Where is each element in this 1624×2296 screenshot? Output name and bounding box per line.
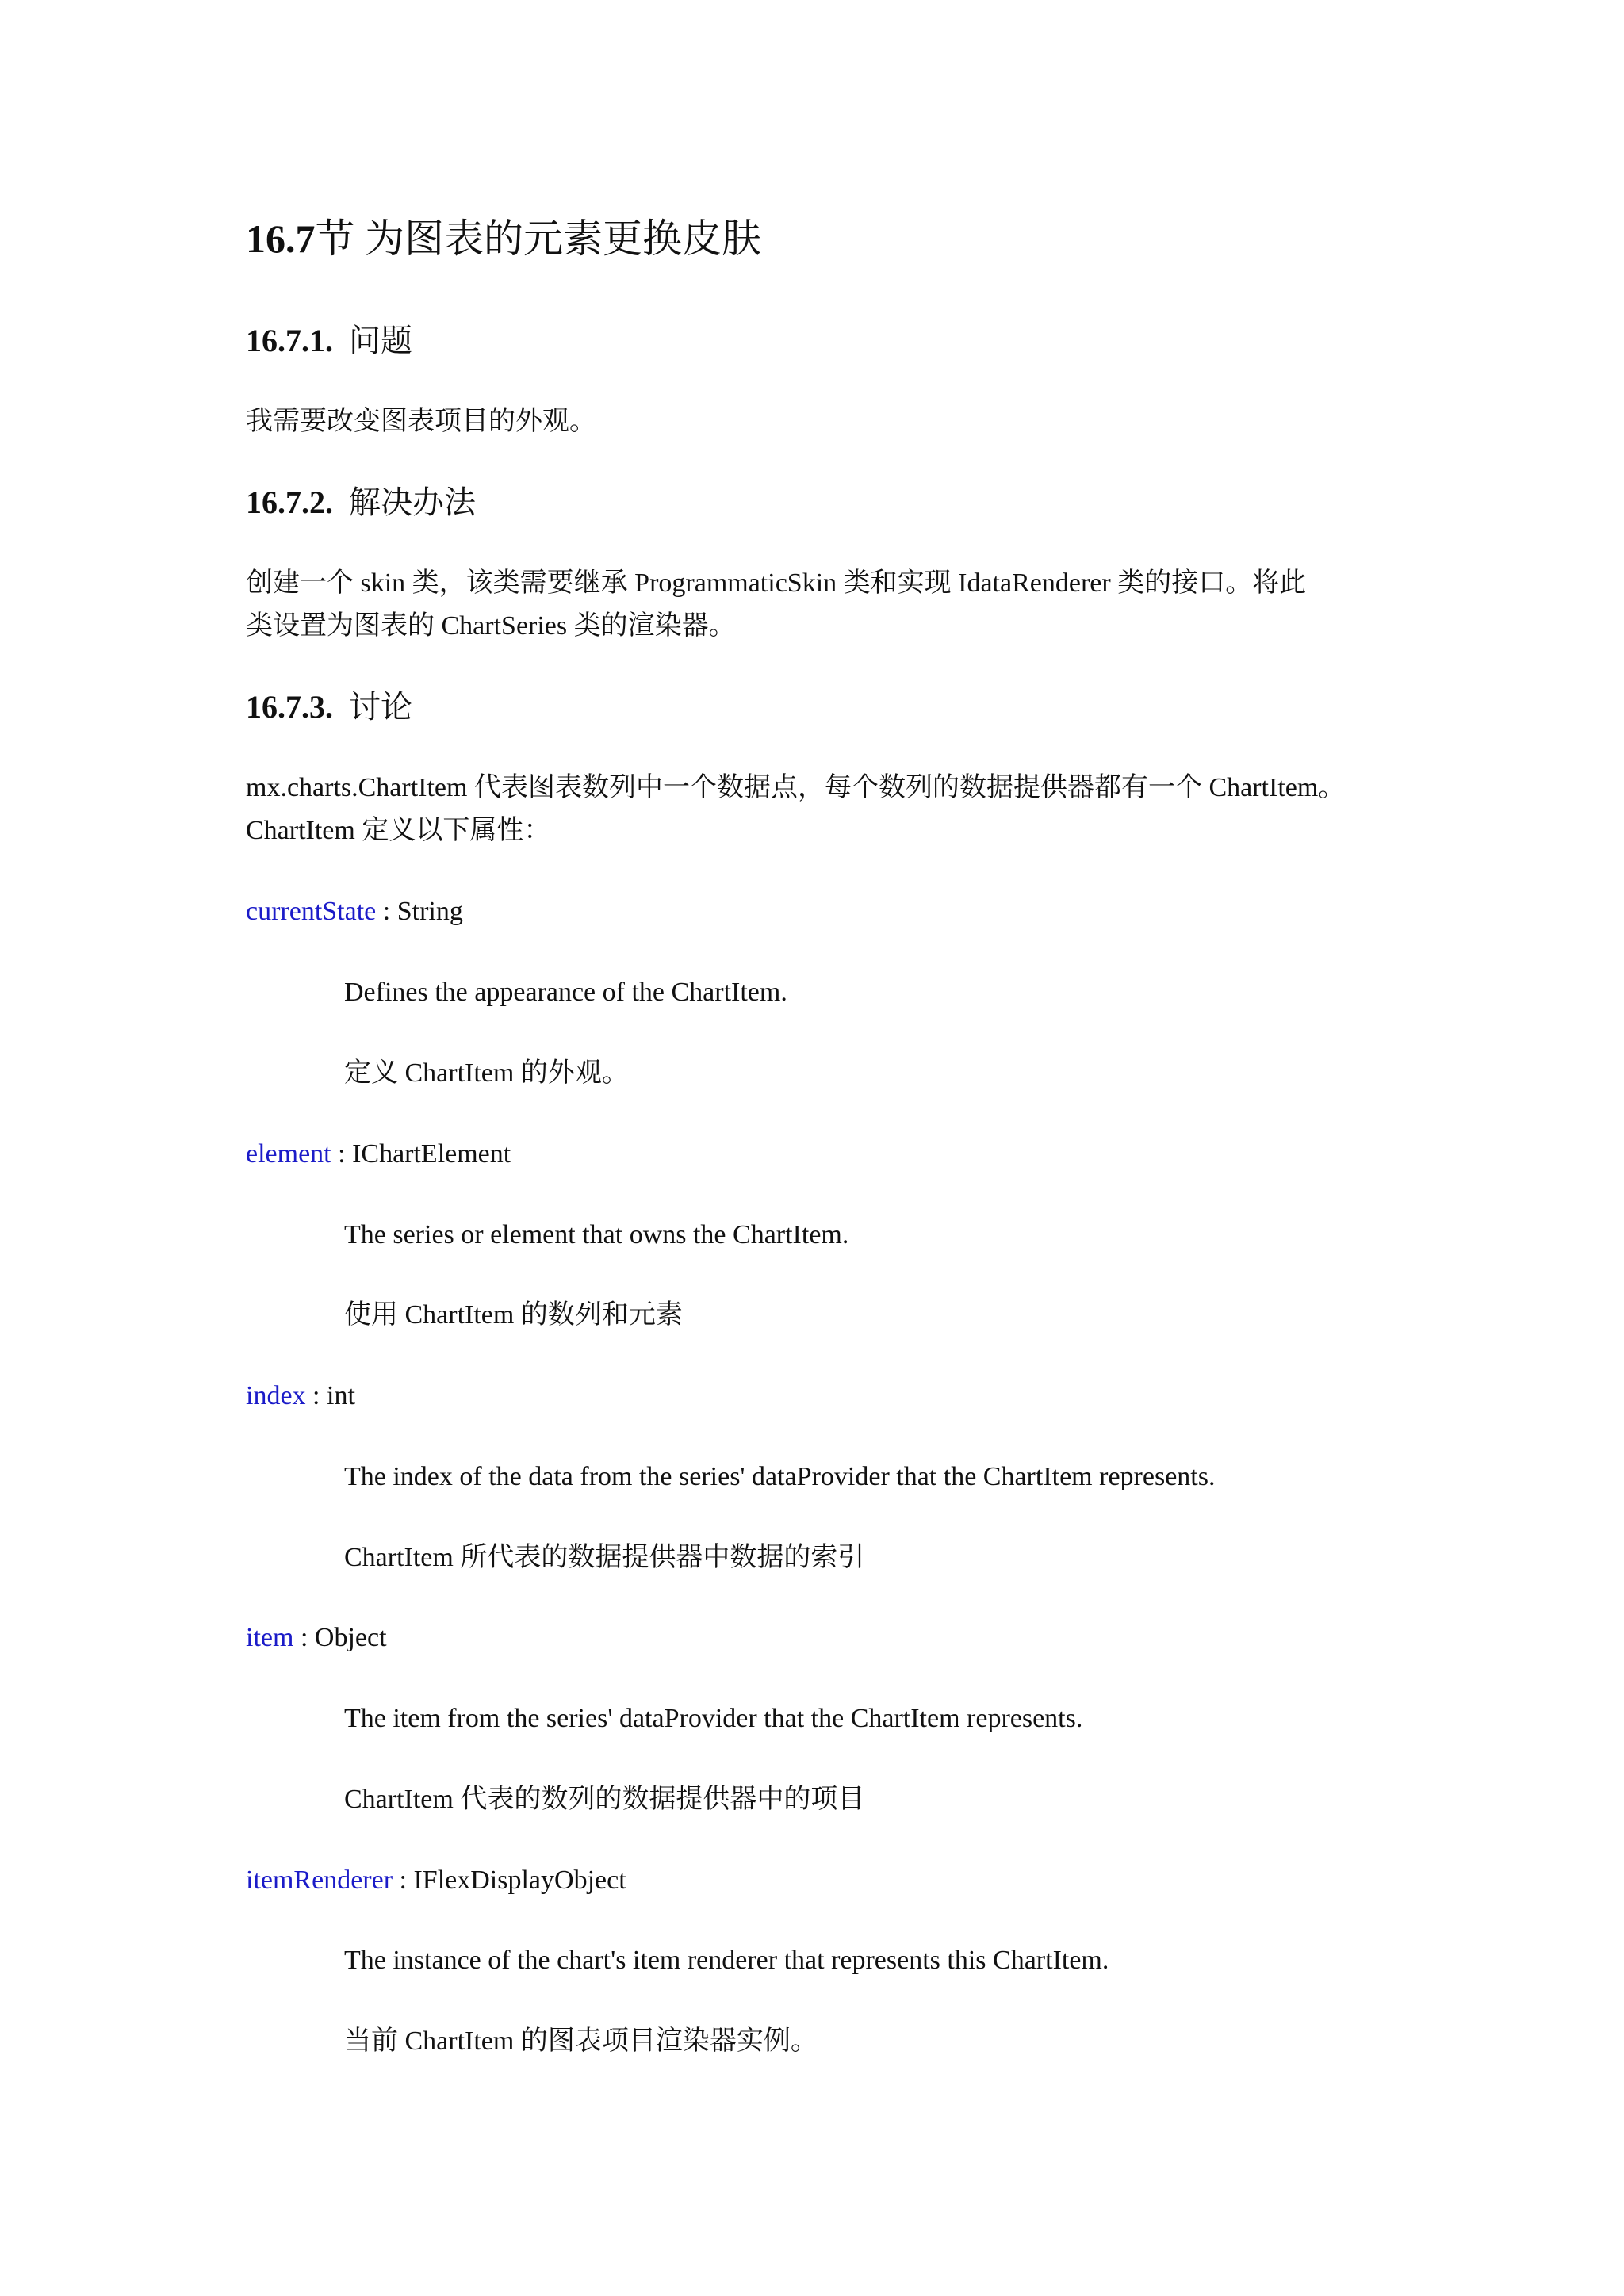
property-desc-zh: 使用 ChartItem 的数列和元素 xyxy=(344,1300,683,1330)
property-desc-zh: ChartItem 所代表的数据提供器中数据的索引 xyxy=(344,1543,865,1572)
property-item-renderer xyxy=(246,1861,626,1900)
property-type: : IChartElement xyxy=(331,1139,511,1169)
subsection-number: 16.7.1. xyxy=(246,323,333,358)
property-name: element xyxy=(246,1139,331,1169)
property-desc-zh: ChartItem 代表的数列的数据提供器中的项目 xyxy=(344,1785,865,1814)
property-item xyxy=(246,1618,387,1658)
subsection-number: 16.7.3. xyxy=(246,689,333,725)
property-type: : IFlexDisplayObject xyxy=(393,1866,626,1895)
problem-text: 我需要改变图表项目的外观。 xyxy=(246,407,596,436)
property-desc-en: Defines the appearance of the ChartItem. xyxy=(344,978,787,1007)
property-name: currentState xyxy=(246,897,377,926)
property-name: itemRenderer xyxy=(246,1866,393,1895)
discussion-line-1: mx.charts.ChartItem 代表图表数列中一个数据点，每个数列的数据提供器都有一个 ChartItem。 xyxy=(246,773,1346,802)
property-type: : int xyxy=(305,1381,355,1410)
property-desc-en: The series or element that owns the ChartItem. xyxy=(344,1220,849,1249)
subsection-title: 讨论 xyxy=(349,689,412,725)
property-desc-zh: 定义 ChartItem 的外观。 xyxy=(344,1058,629,1088)
property-desc-zh: 当前 ChartItem 的图表项目渲染器实例。 xyxy=(344,2026,818,2056)
solution-line-1: 创建一个 skin 类，该类需要继承 ProgrammaticSkin 类和实现 IdataRenderer 类的接口。将此 xyxy=(246,568,1307,598)
subsection-title: 解决办法 xyxy=(349,484,476,520)
subsection-title: 问题 xyxy=(349,323,412,358)
subsection-heading-solution xyxy=(246,480,476,525)
property-type: : String xyxy=(376,897,463,926)
property-type: : Object xyxy=(293,1623,387,1652)
subsection-number: 16.7.2. xyxy=(246,484,333,520)
solution-line-2: 类设置为图表的 ChartSeries 类的渲染器。 xyxy=(246,611,736,641)
property-desc-en: The instance of the chart's item renderer that represents this ChartItem. xyxy=(344,1946,1109,1975)
subsection-heading-discussion xyxy=(246,685,412,729)
discussion-line-2: ChartItem 定义以下属性： xyxy=(246,816,551,845)
property-name: index xyxy=(246,1381,306,1410)
property-desc-en: The item from the series' dataProvider that the ChartItem represents. xyxy=(344,1704,1083,1733)
section-title-text: 节 为图表的元素更换皮肤 xyxy=(315,216,761,261)
property-index xyxy=(246,1376,355,1416)
property-current-state xyxy=(246,892,463,932)
property-element xyxy=(246,1135,511,1174)
section-number: 16.7 xyxy=(246,216,316,261)
section-title xyxy=(246,211,761,266)
property-name: item xyxy=(246,1623,294,1652)
property-desc-en: The index of the data from the series' dataProvider that the ChartItem represents. xyxy=(344,1462,1216,1491)
subsection-heading-problem xyxy=(246,319,412,363)
